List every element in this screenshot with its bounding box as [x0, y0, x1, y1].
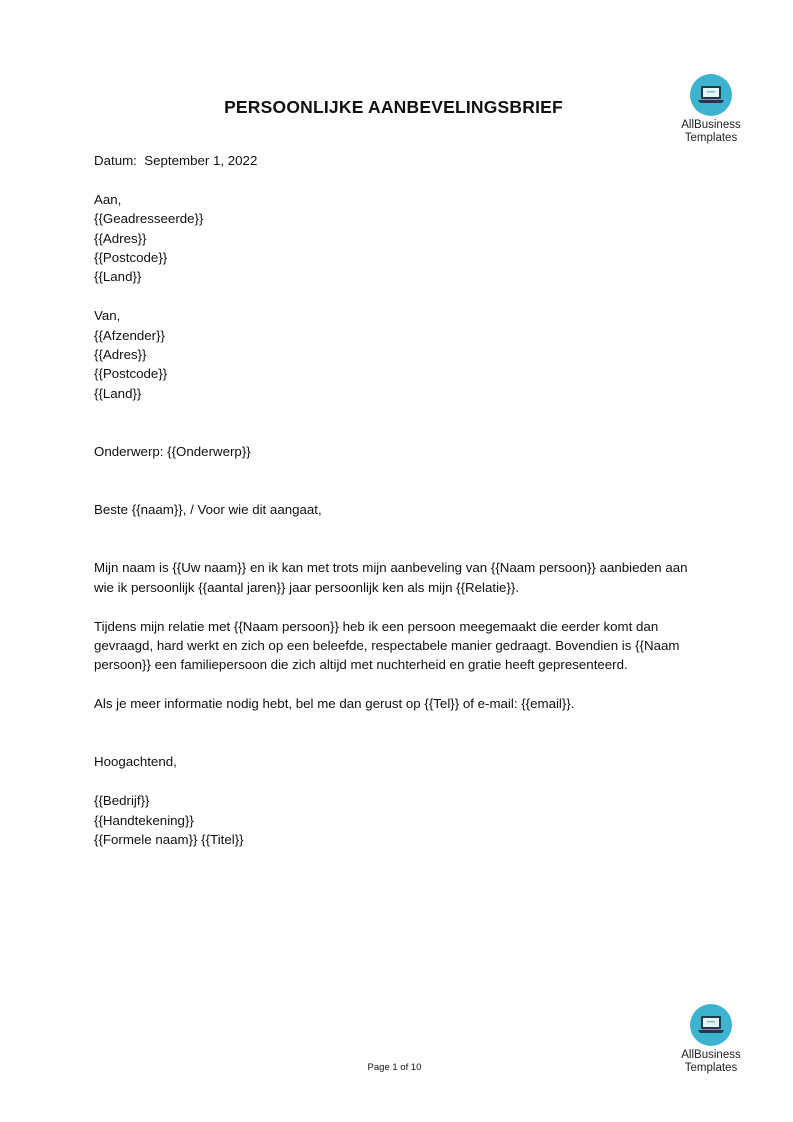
document-title: PERSOONLIJKE AANBEVELINGSBRIEF: [224, 97, 563, 117]
paragraph-line: Tijdens mijn relatie met {{Naam persoon}} heb ik een persoon meegemaakt die eerder komt dan: [94, 618, 659, 634]
paragraph-3: Als je meer informatie nodig hebt, bel me dan gerust op {{Tel}} of e-mail: {{email}}.: [94, 696, 575, 712]
signature-line: {{Formele naam}} {{Titel}}: [94, 832, 244, 848]
signature-line: {{Bedrijf}}: [94, 793, 150, 809]
date-line: Datum: September 1, 2022: [94, 153, 258, 168]
laptop-icon: [687, 1003, 735, 1049]
closing: Hoogachtend,: [94, 754, 177, 770]
paragraph-line: gevraagd, hard werkt en zich op een beleefde, respectabele manier gedraagt. Bovendien is {{Naam: [94, 638, 680, 654]
sender-line: Van,: [94, 308, 121, 324]
signature-block: [94, 791, 714, 849]
recipient-block: [94, 190, 714, 287]
sender-line: {{Postcode}}: [94, 366, 168, 382]
sender-line: {{Adres}}: [94, 347, 147, 363]
recipient-line: {{Land}}: [94, 269, 142, 285]
page-number: Page 1 of 10: [367, 1062, 422, 1073]
paragraph-line: Mijn naam is {{Uw naam}} en ik kan met trots mijn aanbeveling van {{Naam persoon}} aanbieden aan: [94, 560, 688, 576]
paragraph-2: [94, 617, 714, 675]
logo-text-line1: AllBusiness: [681, 1049, 741, 1061]
sender-line: {{Afzender}}: [94, 327, 165, 343]
sender-line: {{Land}}: [94, 385, 142, 401]
recipient-line: Aan,: [94, 191, 122, 207]
recipient-line: {{Postcode}}: [94, 250, 168, 266]
paragraph-line: persoon}} een familiepersoon die zich altijd met nuchterheid en gratie heeft gepresenteerd.: [94, 657, 628, 673]
salutation: Beste {{naam}}, / Voor wie dit aangaat,: [94, 502, 322, 518]
signature-line: {{Handtekening}}: [94, 812, 194, 828]
logo-text-line2: Templates: [684, 1061, 738, 1074]
recipient-line: {{Adres}}: [94, 230, 147, 246]
paragraph-1: [94, 558, 714, 597]
sender-block: [94, 306, 714, 403]
logo-text-line1: AllBusiness: [681, 119, 741, 131]
subject-line: Onderwerp: {{Onderwerp}}: [94, 444, 251, 460]
letter-body: [94, 151, 714, 849]
logo-text-line2: Templates: [684, 131, 738, 144]
recipient-line: {{Geadresseerde}}: [94, 211, 204, 227]
paragraph-line: wie ik persoonlijk {{aantal jaren}} jaar persoonlijk ken als mijn {{Relatie}}.: [94, 579, 520, 595]
